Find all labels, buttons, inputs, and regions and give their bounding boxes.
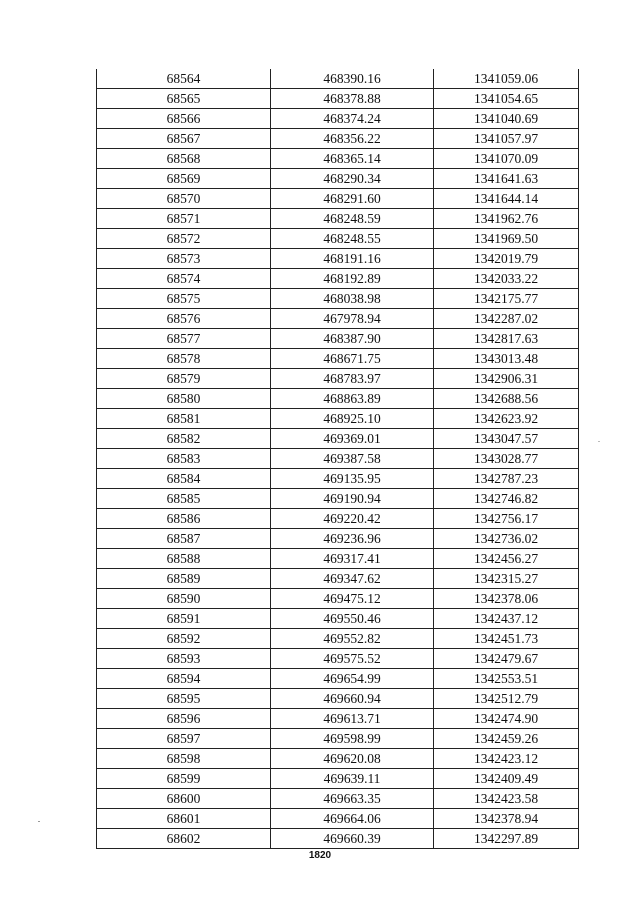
table-row: [97, 449, 579, 469]
y-coordinate-cell: 1342906.31: [434, 369, 579, 389]
table-row: [97, 809, 579, 829]
point-id-cell: 68586: [97, 509, 271, 529]
table-row: [97, 429, 579, 449]
y-coordinate-cell: 1343028.77: [434, 449, 579, 469]
point-id-cell: 68580: [97, 389, 271, 409]
y-coordinate-cell: 1342817.63: [434, 329, 579, 349]
y-coordinate-cell: 1342033.22: [434, 269, 579, 289]
y-coordinate-cell: 1342688.56: [434, 389, 579, 409]
y-coordinate-cell: 1341962.76: [434, 209, 579, 229]
point-id-cell: 68576: [97, 309, 271, 329]
point-id-cell: 68578: [97, 349, 271, 369]
x-coordinate-cell: 469620.08: [271, 749, 434, 769]
y-coordinate-cell: 1342423.58: [434, 789, 579, 809]
x-coordinate-cell: 468191.16: [271, 249, 434, 269]
y-coordinate-cell: 1341040.69: [434, 109, 579, 129]
x-coordinate-cell: 469598.99: [271, 729, 434, 749]
y-coordinate-cell: 1342553.51: [434, 669, 579, 689]
y-coordinate-cell: 1342378.06: [434, 589, 579, 609]
x-coordinate-cell: 467978.94: [271, 309, 434, 329]
table-row: [97, 329, 579, 349]
y-coordinate-cell: 1343013.48: [434, 349, 579, 369]
point-id-cell: 68584: [97, 469, 271, 489]
table-row: [97, 549, 579, 569]
point-id-cell: 68588: [97, 549, 271, 569]
point-id-cell: 68602: [97, 829, 271, 849]
point-id-cell: 68566: [97, 109, 271, 129]
table-row: [97, 69, 579, 89]
x-coordinate-cell: 469236.96: [271, 529, 434, 549]
x-coordinate-cell: 468290.34: [271, 169, 434, 189]
table-row: [97, 729, 579, 749]
table-row: [97, 249, 579, 269]
x-coordinate-cell: 469220.42: [271, 509, 434, 529]
point-id-cell: 68587: [97, 529, 271, 549]
table-row: [97, 389, 579, 409]
y-coordinate-cell: 1342287.02: [434, 309, 579, 329]
x-coordinate-cell: 468248.55: [271, 229, 434, 249]
page-number: 1820: [308, 850, 332, 861]
point-id-cell: 68594: [97, 669, 271, 689]
table-row: [97, 669, 579, 689]
point-id-cell: 68579: [97, 369, 271, 389]
x-coordinate-cell: 469369.01: [271, 429, 434, 449]
table-row: [97, 769, 579, 789]
x-coordinate-cell: 468387.90: [271, 329, 434, 349]
coordinate-table: [96, 69, 579, 849]
x-coordinate-cell: 469613.71: [271, 709, 434, 729]
x-coordinate-cell: 469660.39: [271, 829, 434, 849]
point-id-cell: 68571: [97, 209, 271, 229]
x-coordinate-cell: 468925.10: [271, 409, 434, 429]
point-id-cell: 68564: [97, 69, 271, 89]
y-coordinate-cell: 1341059.06: [434, 69, 579, 89]
point-id-cell: 68577: [97, 329, 271, 349]
y-coordinate-cell: 1341969.50: [434, 229, 579, 249]
point-id-cell: 68591: [97, 609, 271, 629]
point-id-cell: 68596: [97, 709, 271, 729]
table-row: [97, 789, 579, 809]
table-row: [97, 309, 579, 329]
table-row: [97, 529, 579, 549]
y-coordinate-cell: 1342019.79: [434, 249, 579, 269]
point-id-cell: 68601: [97, 809, 271, 829]
point-id-cell: 68582: [97, 429, 271, 449]
point-id-cell: 68569: [97, 169, 271, 189]
scan-speck: [38, 821, 40, 822]
table-row: [97, 749, 579, 769]
point-id-cell: 68592: [97, 629, 271, 649]
table-row: [97, 129, 579, 149]
table-row: [97, 289, 579, 309]
y-coordinate-cell: 1342297.89: [434, 829, 579, 849]
y-coordinate-cell: 1342175.77: [434, 289, 579, 309]
point-id-cell: 68574: [97, 269, 271, 289]
point-id-cell: 68583: [97, 449, 271, 469]
y-coordinate-cell: 1342456.27: [434, 549, 579, 569]
y-coordinate-cell: 1342756.17: [434, 509, 579, 529]
y-coordinate-cell: 1342474.90: [434, 709, 579, 729]
table-row: [97, 169, 579, 189]
x-coordinate-cell: 468783.97: [271, 369, 434, 389]
y-coordinate-cell: 1342736.02: [434, 529, 579, 549]
table-row: [97, 229, 579, 249]
x-coordinate-cell: 468291.60: [271, 189, 434, 209]
point-id-cell: 68600: [97, 789, 271, 809]
table-row: [97, 569, 579, 589]
table-row: [97, 509, 579, 529]
x-coordinate-cell: 468863.89: [271, 389, 434, 409]
table-row: [97, 489, 579, 509]
y-coordinate-cell: 1342479.67: [434, 649, 579, 669]
point-id-cell: 68572: [97, 229, 271, 249]
table-row: [97, 349, 579, 369]
scan-speck: [598, 441, 600, 442]
coordinate-table-body: [97, 69, 579, 849]
x-coordinate-cell: 469550.46: [271, 609, 434, 629]
x-coordinate-cell: 469660.94: [271, 689, 434, 709]
table-row: [97, 609, 579, 629]
point-id-cell: 68570: [97, 189, 271, 209]
point-id-cell: 68565: [97, 89, 271, 109]
y-coordinate-cell: 1342315.27: [434, 569, 579, 589]
table-row: [97, 369, 579, 389]
x-coordinate-cell: 468390.16: [271, 69, 434, 89]
y-coordinate-cell: 1342437.12: [434, 609, 579, 629]
y-coordinate-cell: 1341070.09: [434, 149, 579, 169]
point-id-cell: 68585: [97, 489, 271, 509]
point-id-cell: 68598: [97, 749, 271, 769]
point-id-cell: 68589: [97, 569, 271, 589]
x-coordinate-cell: 468038.98: [271, 289, 434, 309]
y-coordinate-cell: 1341057.97: [434, 129, 579, 149]
point-id-cell: 68597: [97, 729, 271, 749]
x-coordinate-cell: 468365.14: [271, 149, 434, 169]
x-coordinate-cell: 468671.75: [271, 349, 434, 369]
x-coordinate-cell: 469190.94: [271, 489, 434, 509]
table-row: [97, 649, 579, 669]
point-id-cell: 68590: [97, 589, 271, 609]
y-coordinate-cell: 1342787.23: [434, 469, 579, 489]
point-id-cell: 68595: [97, 689, 271, 709]
y-coordinate-cell: 1342459.26: [434, 729, 579, 749]
x-coordinate-cell: 469317.41: [271, 549, 434, 569]
table-row: [97, 89, 579, 109]
x-coordinate-cell: 468192.89: [271, 269, 434, 289]
y-coordinate-cell: 1343047.57: [434, 429, 579, 449]
table-row: [97, 109, 579, 129]
y-coordinate-cell: 1342512.79: [434, 689, 579, 709]
x-coordinate-cell: 469475.12: [271, 589, 434, 609]
x-coordinate-cell: 468248.59: [271, 209, 434, 229]
x-coordinate-cell: 469639.11: [271, 769, 434, 789]
x-coordinate-cell: 469135.95: [271, 469, 434, 489]
y-coordinate-cell: 1342746.82: [434, 489, 579, 509]
x-coordinate-cell: 469654.99: [271, 669, 434, 689]
point-id-cell: 68581: [97, 409, 271, 429]
y-coordinate-cell: 1342423.12: [434, 749, 579, 769]
table-row: [97, 409, 579, 429]
x-coordinate-cell: 469387.58: [271, 449, 434, 469]
table-row: [97, 469, 579, 489]
table-row: [97, 269, 579, 289]
y-coordinate-cell: 1342409.49: [434, 769, 579, 789]
point-id-cell: 68568: [97, 149, 271, 169]
x-coordinate-cell: 468374.24: [271, 109, 434, 129]
table-row: [97, 189, 579, 209]
table-row: [97, 629, 579, 649]
y-coordinate-cell: 1341644.14: [434, 189, 579, 209]
point-id-cell: 68575: [97, 289, 271, 309]
x-coordinate-cell: 469575.52: [271, 649, 434, 669]
y-coordinate-cell: 1342623.92: [434, 409, 579, 429]
point-id-cell: 68573: [97, 249, 271, 269]
table-row: [97, 829, 579, 849]
table-row: [97, 209, 579, 229]
x-coordinate-cell: 469663.35: [271, 789, 434, 809]
table-row: [97, 689, 579, 709]
point-id-cell: 68599: [97, 769, 271, 789]
y-coordinate-cell: 1342451.73: [434, 629, 579, 649]
x-coordinate-cell: 468356.22: [271, 129, 434, 149]
y-coordinate-cell: 1341641.63: [434, 169, 579, 189]
point-id-cell: 68593: [97, 649, 271, 669]
table-row: [97, 149, 579, 169]
table-row: [97, 709, 579, 729]
point-id-cell: 68567: [97, 129, 271, 149]
table-row: [97, 589, 579, 609]
x-coordinate-cell: 468378.88: [271, 89, 434, 109]
y-coordinate-cell: 1341054.65: [434, 89, 579, 109]
x-coordinate-cell: 469552.82: [271, 629, 434, 649]
x-coordinate-cell: 469347.62: [271, 569, 434, 589]
x-coordinate-cell: 469664.06: [271, 809, 434, 829]
y-coordinate-cell: 1342378.94: [434, 809, 579, 829]
